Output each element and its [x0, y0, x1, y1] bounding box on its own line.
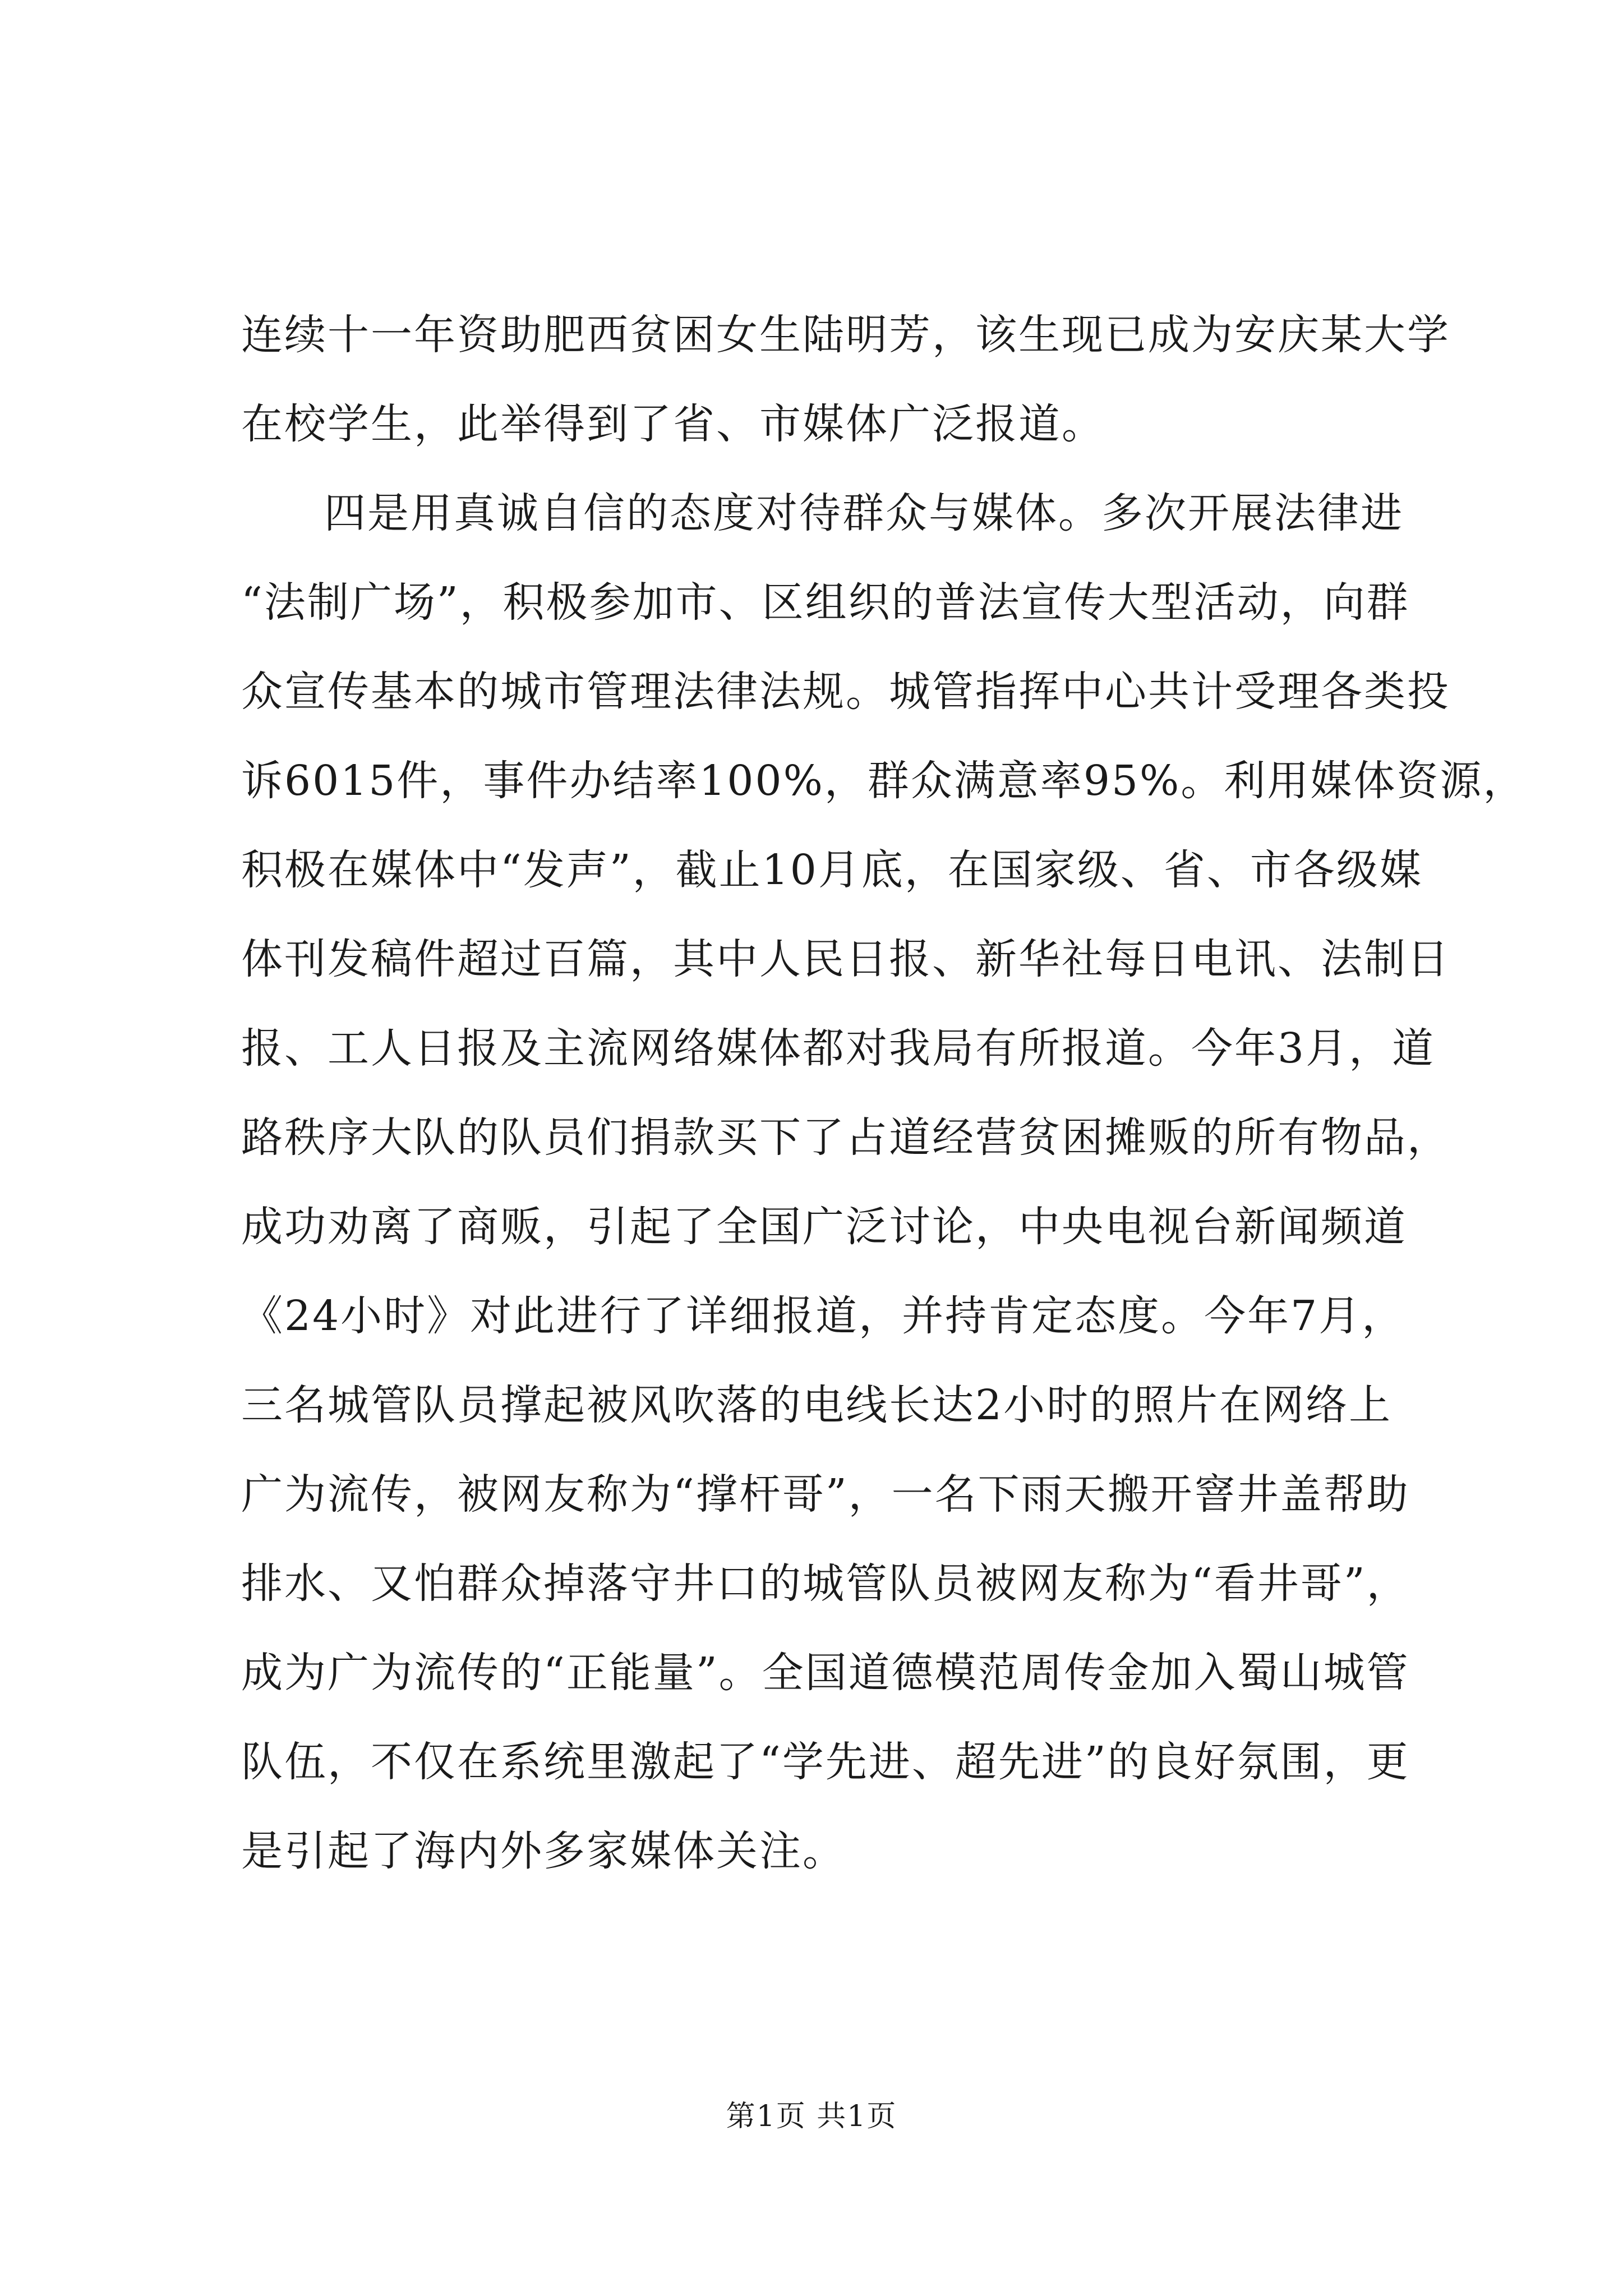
- text-line: 成功劝离了商贩，引起了全国广泛讨论，中央电视台新闻频道: [241, 1203, 1407, 1251]
- text-line: 路秩序大队的队员们捐款买下了占道经营贫困摊贩的所有物品，: [241, 1114, 1450, 1162]
- text-line: 诉6015件，事件办结率100%，群众满意率95%。利用媒体资源，: [241, 757, 1527, 805]
- text-line: “法制广场”，积极参加市、区组织的普法宣传大型活动，向群: [241, 578, 1410, 627]
- body-text: [241, 291, 1527, 1896]
- text-line: 三名城管队员撑起被风吹落的电线长达2小时的照片在网络上: [241, 1381, 1393, 1429]
- text-line: 连续十一年资助肥西贫困女生陆明芳，该生现已成为安庆某大学: [241, 311, 1450, 359]
- page-number-footer: 第1页 共1页: [726, 2100, 897, 2133]
- text-line: 广为流传，被网友称为“撑杆哥”，一名下雨天搬开窨井盖帮助: [241, 1470, 1410, 1519]
- text-line: 成为广为流传的“正能量”。全国道德模范周传金加入蜀山城管: [241, 1649, 1410, 1697]
- text-line: 《24小时》对此进行了详细报道，并持肯定态度。今年7月，: [241, 1292, 1405, 1340]
- text-line: 积极在媒体中“发声”，截止10月底，在国家级、省、市各级媒: [241, 846, 1423, 894]
- text-line: 众宣传基本的城市管理法律法规。城管指挥中心共计受理各类投: [241, 668, 1450, 716]
- text-line: 是引起了海内外多家媒体关注。: [241, 1827, 846, 1875]
- text-line: 报、工人日报及主流网络媒体都对我局有所报道。今年3月，道: [241, 1024, 1436, 1073]
- text-line: 队伍，不仅在系统里激起了“学先进、超先进”的良好氛围，更: [241, 1738, 1410, 1786]
- text-line: 体刊发稿件超过百篇，其中人民日报、新华社每日电讯、法制日: [241, 935, 1450, 983]
- paragraph-start-line: 四是用真诚自信的态度对待群众与媒体。多次开展法律进: [324, 489, 1404, 537]
- text-line: 在校学生，此举得到了省、市媒体广泛报道。: [241, 400, 1105, 448]
- text-line: 排水、又怕群众掉落守井口的城管队员被网友称为“看井哥”，: [241, 1559, 1410, 1608]
